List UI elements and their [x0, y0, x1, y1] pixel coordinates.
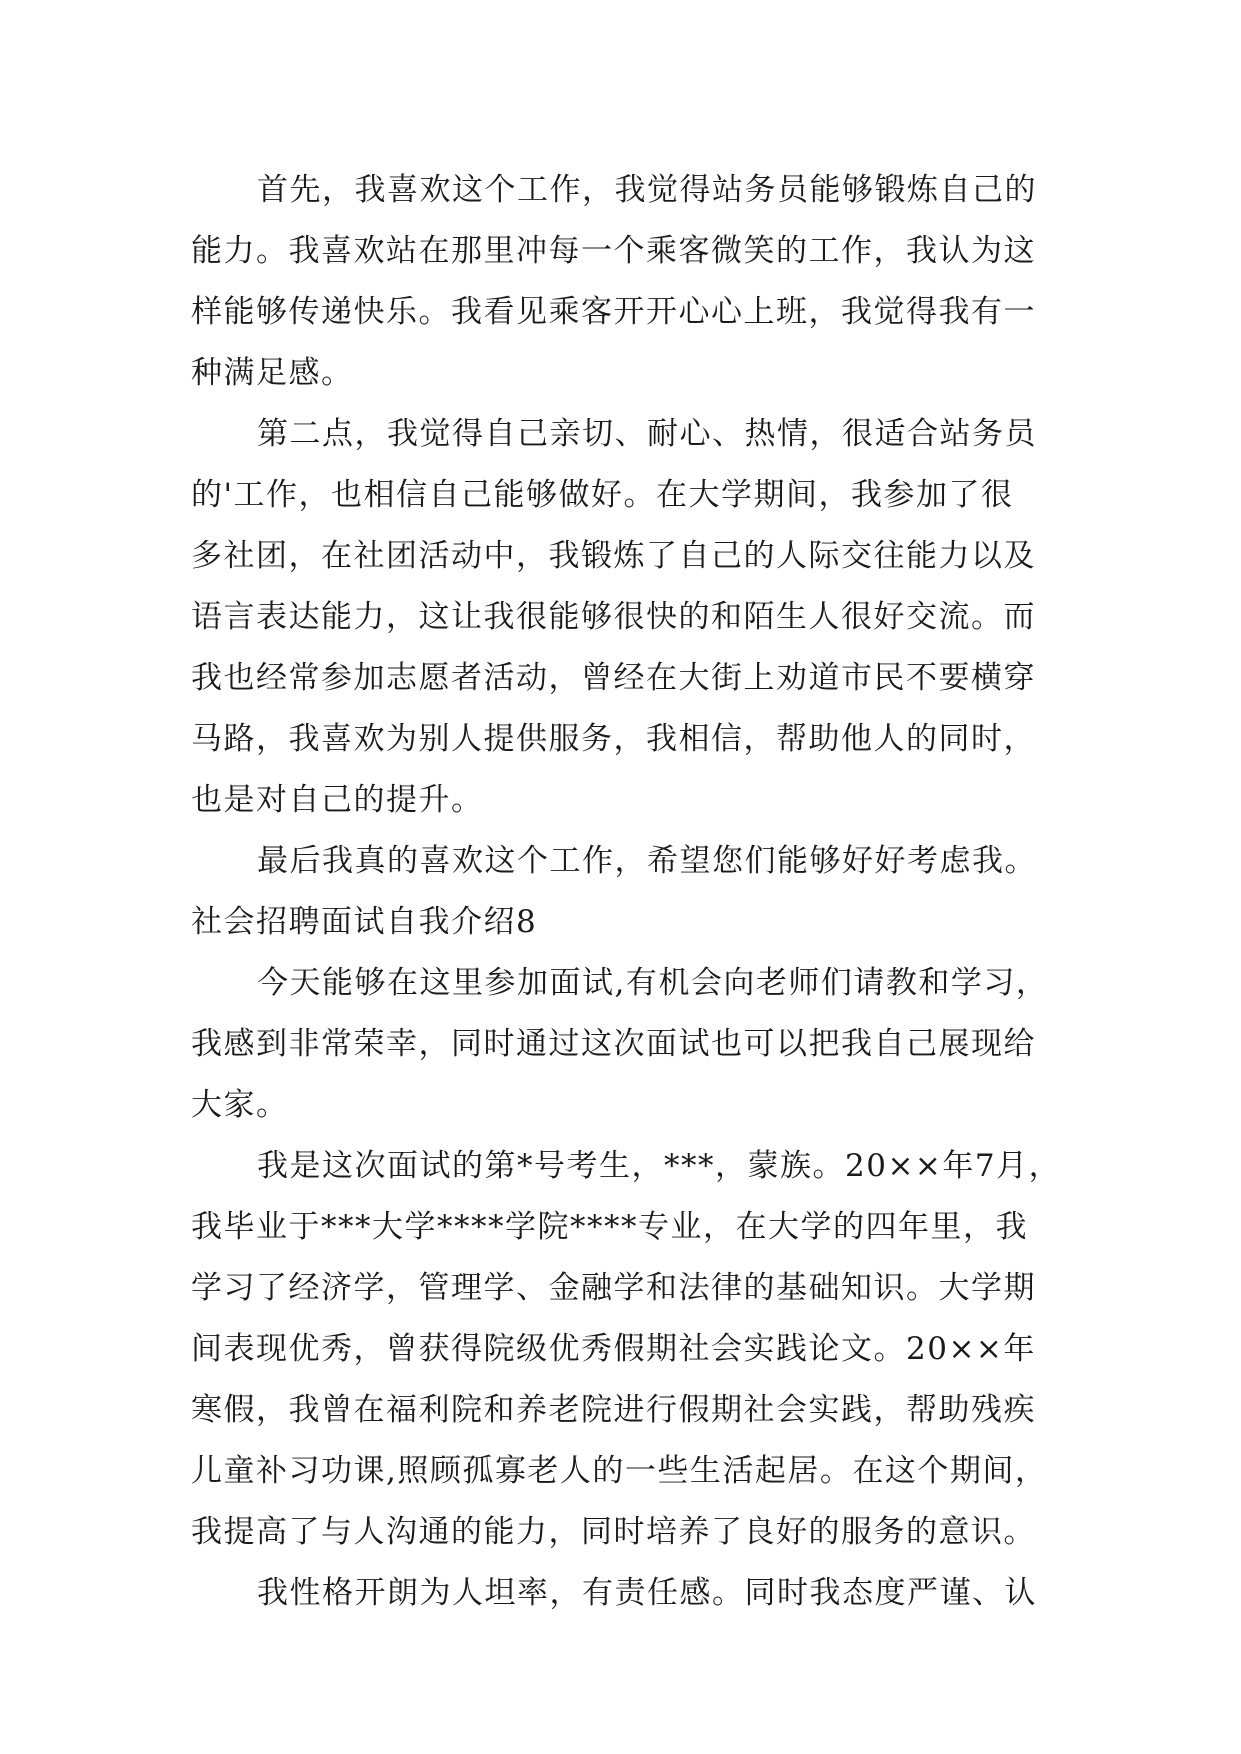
- text-line: 第二点，我觉得自己亲切、耐心、热情，很适合站务员: [257, 416, 1037, 452]
- text-line: 今天能够在这里参加面试,有机会向老师们请教和学习，: [257, 965, 1049, 1001]
- document-body: [191, 160, 1062, 1624]
- text-line: 种满足感。: [191, 355, 354, 391]
- text-line: 我也经常参加志愿者活动，曾经在大街上劝道市民不要横穿: [191, 660, 1036, 696]
- text-line: 首先，我喜欢这个工作，我觉得站务员能够锻炼自己的: [257, 172, 1037, 208]
- text-line: 也是对自己的提升。: [191, 782, 484, 818]
- text-line: 多社团，在社团活动中，我锻炼了自己的人际交往能力以及: [191, 538, 1036, 574]
- text-line: 儿童补习功课,照顾孤寡老人的一些生活起居。在这个期间，: [191, 1453, 1048, 1489]
- text-line: 最后我真的喜欢这个工作，希望您们能够好好考虑我。: [257, 843, 1037, 879]
- text-line: 的'工作，也相信自己能够做好。在大学期间，我参加了很: [191, 477, 1014, 513]
- paragraph: [191, 404, 1051, 831]
- paragraph: [191, 160, 1051, 404]
- text-line: 马路，我喜欢为别人提供服务，我相信，帮助他人的同时，: [191, 721, 1036, 757]
- paragraph: [191, 953, 1051, 1136]
- paragraph: [191, 1136, 1062, 1563]
- paragraph: [191, 831, 1051, 892]
- text-line: 我是这次面试的第*号考生，***，蒙族。20××年7月，: [257, 1148, 1062, 1184]
- paragraph: [191, 1563, 1051, 1624]
- text-line: 样能够传递快乐。我看见乘客开开心心上班，我觉得我有一: [191, 294, 1036, 330]
- text-line: 我性格开朗为人坦率，有责任感。同时我态度严谨、认: [257, 1575, 1037, 1611]
- text-line: 我毕业于***大学****学院****专业，在大学的四年里，我: [191, 1209, 1028, 1245]
- text-line: 我感到非常荣幸，同时通过这次面试也可以把我自己展现给: [191, 1026, 1036, 1062]
- text-line: 间表现优秀，曾获得院级优秀假期社会实践论文。20××年: [191, 1331, 1036, 1367]
- text-line: 寒假，我曾在福利院和养老院进行假期社会实践，帮助残疾: [191, 1392, 1036, 1428]
- section-heading: [191, 892, 1051, 953]
- text-line: 语言表达能力，这让我很能够很快的和陌生人很好交流。而: [191, 599, 1036, 635]
- text-line: 大家。: [191, 1087, 289, 1123]
- text-line: 学习了经济学，管理学、金融学和法律的基础知识。大学期: [191, 1270, 1036, 1306]
- text-line: 我提高了与人沟通的能力，同时培养了良好的服务的意识。: [191, 1514, 1036, 1550]
- text-line: 社会招聘面试自我介绍8: [191, 904, 538, 940]
- text-line: 能力。我喜欢站在那里冲每一个乘客微笑的工作，我认为这: [191, 233, 1036, 269]
